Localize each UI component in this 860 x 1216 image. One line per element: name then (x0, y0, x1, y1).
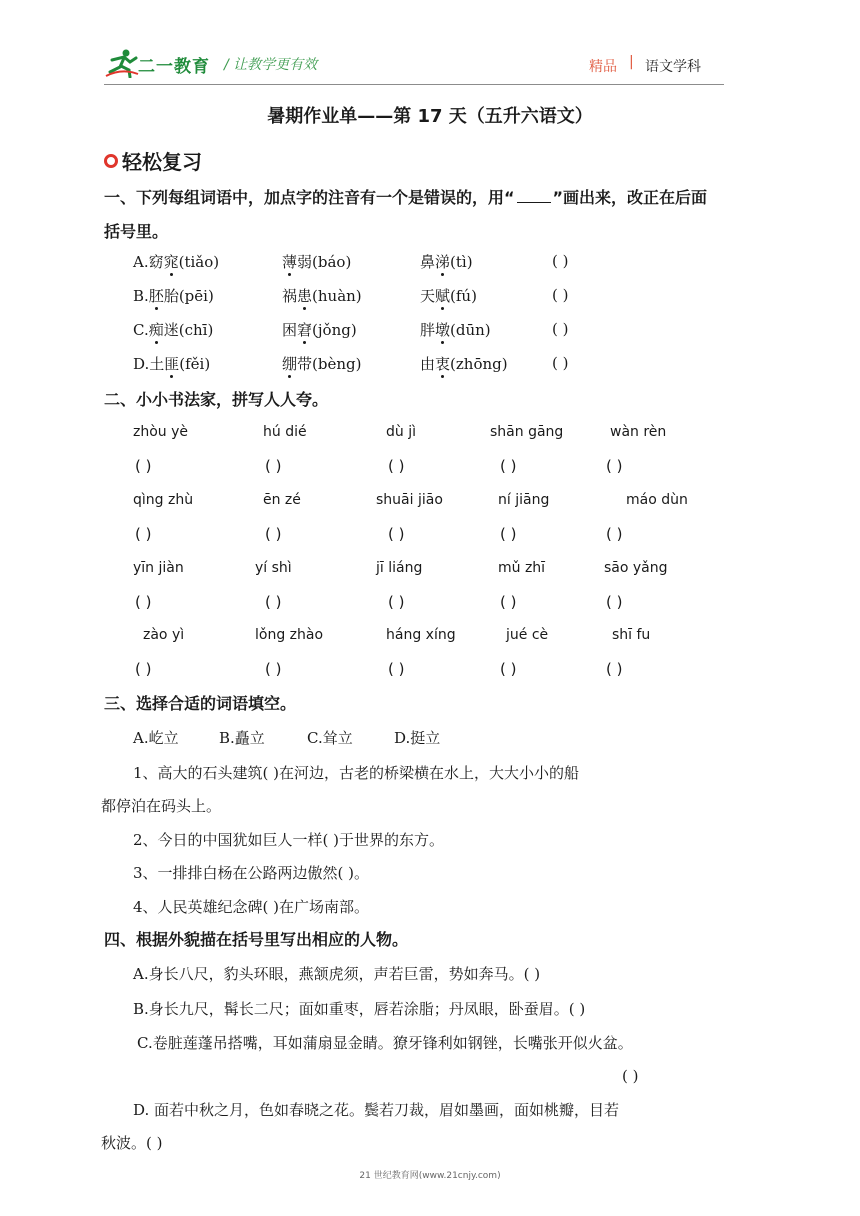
q1-word: D.土匪(fěi) (133, 355, 211, 373)
answer-paren[interactable]: ( ) (606, 457, 623, 475)
q1-word: 由衷(zhōng) (420, 355, 508, 373)
q1-word: A.窈窕(tiǎo) (133, 253, 220, 271)
description-b: B.身长九尺，髯长二尺；面如重枣，唇若涂脂；丹凤眼，卧蚕眉。( ) (133, 1000, 586, 1018)
pinyin-label: wàn rèn (610, 424, 667, 440)
pinyin-label: zhòu yè (133, 424, 189, 440)
answer-paren[interactable]: ( ) (135, 457, 152, 475)
answer-paren[interactable]: ( ) (265, 525, 282, 543)
q1-word: 薄弱(báo) (282, 253, 352, 271)
description-d-cont: 秋波。( ) (101, 1134, 163, 1152)
pinyin-label: shī fu (612, 627, 651, 643)
pinyin-label: lǒng zhào (255, 627, 324, 643)
answer-paren[interactable]: ( ) (388, 593, 405, 611)
answer-paren[interactable]: ( ) (500, 525, 517, 543)
pinyin-label: sāo yǎng (604, 560, 668, 576)
question-3-heading: 三、选择合适的词语填空。 (104, 694, 297, 713)
answer-paren[interactable]: ( ) (135, 593, 152, 611)
answer-paren[interactable]: ( ) (606, 660, 623, 678)
page-header (0, 0, 860, 90)
pinyin-label: ní jiāng (498, 492, 550, 508)
answer-paren[interactable]: ( ) (135, 525, 152, 543)
pinyin-label: shān gāng (490, 424, 564, 440)
pinyin-label: jué cè (506, 627, 549, 643)
q1-word: 困窘(jǒng) (282, 321, 357, 339)
q1-word: 绷带(bèng) (282, 355, 362, 373)
question-2-heading: 二、小小书法家，拼写人人夸。 (104, 390, 329, 409)
answer-paren[interactable]: ( ) (388, 525, 405, 543)
pinyin-label: máo dùn (626, 492, 688, 508)
site-logo (104, 48, 216, 80)
answer-paren[interactable]: ( ) (500, 457, 517, 475)
premium-tag: 精品 (589, 59, 617, 75)
subject-tag: 语文学科 (645, 59, 701, 75)
answer-paren[interactable]: ( ) (552, 252, 569, 270)
pinyin-label: ēn zé (263, 492, 301, 508)
q1-word: C.痴迷(chī) (133, 321, 214, 339)
pinyin-label: jī liáng (376, 560, 423, 576)
bullseye-icon (104, 154, 118, 168)
tag-separator: | (629, 54, 634, 70)
description-d: D. 面若中秋之月，色如春晓之花。鬓若刀裁，眉如墨画，面如桃瓣，目若 (133, 1101, 620, 1119)
answer-paren[interactable]: ( ) (500, 660, 517, 678)
pinyin-label: mǔ zhī (498, 560, 546, 576)
runner-logo-icon (104, 48, 140, 78)
pinyin-label: zào yì (143, 627, 185, 643)
description-c: C.卷脏莲蓬吊搭嘴，耳如蒲扇显金睛。獠牙锋利如钢锉，长嘴张开似火盆。 (137, 1034, 633, 1052)
pinyin-label: háng xíng (386, 627, 456, 643)
section-heading (104, 146, 202, 175)
answer-paren[interactable]: ( ) (606, 593, 623, 611)
question-4-heading: 四、根据外貌描在括号里写出相应的人物。 (104, 930, 409, 949)
sentence-1: 1、高大的石头建筑( )在河边，古老的桥梁横在水上，大大小小的船 (133, 764, 580, 782)
pinyin-label: hú dié (263, 424, 307, 440)
option-b: B.矗立 (219, 729, 265, 747)
answer-blank (517, 189, 551, 203)
option-c: C.耸立 (307, 729, 353, 747)
sentence-4: 4、人民英雄纪念碑( )在广场南部。 (133, 898, 370, 916)
answer-paren[interactable]: ( ) (135, 660, 152, 678)
page-footer: 21 世纪教育网(www.21cnjy.com) (359, 1171, 501, 1181)
question-1-heading (104, 182, 707, 214)
q1-line1: 一、下列每组词语中，加点字的注音有一个是错误的，用“ (104, 188, 515, 207)
answer-paren[interactable]: ( ) (265, 660, 282, 678)
answer-paren[interactable]: ( ) (606, 525, 623, 543)
sentence-3: 3、一排排白杨在公路两边傲然( )。 (133, 864, 370, 882)
answer-paren[interactable]: ( ) (388, 660, 405, 678)
answer-paren[interactable]: ( ) (552, 286, 569, 304)
sentence-1-cont: 都停泊在码头上。 (101, 797, 222, 815)
header-divider (104, 84, 724, 85)
pinyin-label: qìng zhù (133, 492, 194, 508)
q1-word: 鼻涕(tì) (420, 253, 473, 271)
logo-text: 二一教育 (138, 57, 210, 77)
slogan: / 让教学更有效 (224, 57, 318, 73)
answer-paren[interactable]: ( ) (388, 457, 405, 475)
page-title: 暑期作业单——第 17 天（五升六语文） (267, 106, 593, 127)
option-a: A.屹立 (133, 729, 179, 747)
sentence-2: 2、今日的中国犹如巨人一样( )于世界的东方。 (133, 831, 445, 849)
answer-paren[interactable]: ( ) (622, 1067, 639, 1085)
answer-paren[interactable]: ( ) (265, 593, 282, 611)
pinyin-label: yīn jiàn (133, 560, 184, 576)
q1-word: 胖墩(dūn) (420, 321, 491, 339)
q1-line1b: ”画出来，改正在后面 (552, 188, 708, 207)
answer-paren[interactable]: ( ) (265, 457, 282, 475)
q1-word: 天赋(fú) (420, 287, 477, 305)
question-1-heading-cont: 括号里。 (104, 222, 169, 241)
q1-word: B.胚胎(pēi) (133, 287, 214, 305)
pinyin-label: dù jì (386, 424, 416, 440)
answer-paren[interactable]: ( ) (500, 593, 517, 611)
pinyin-label: shuāi jiāo (376, 492, 443, 508)
option-d: D.挺立 (394, 729, 441, 747)
q1-word: 祸患(huàn) (282, 287, 362, 305)
answer-paren[interactable]: ( ) (552, 320, 569, 338)
section-heading-text: 轻松复习 (122, 150, 202, 174)
description-a: A.身长八尺，豹头环眼，燕颔虎须，声若巨雷，势如奔马。( ) (133, 965, 541, 983)
answer-paren[interactable]: ( ) (552, 354, 569, 372)
pinyin-label: yí shì (255, 560, 292, 576)
